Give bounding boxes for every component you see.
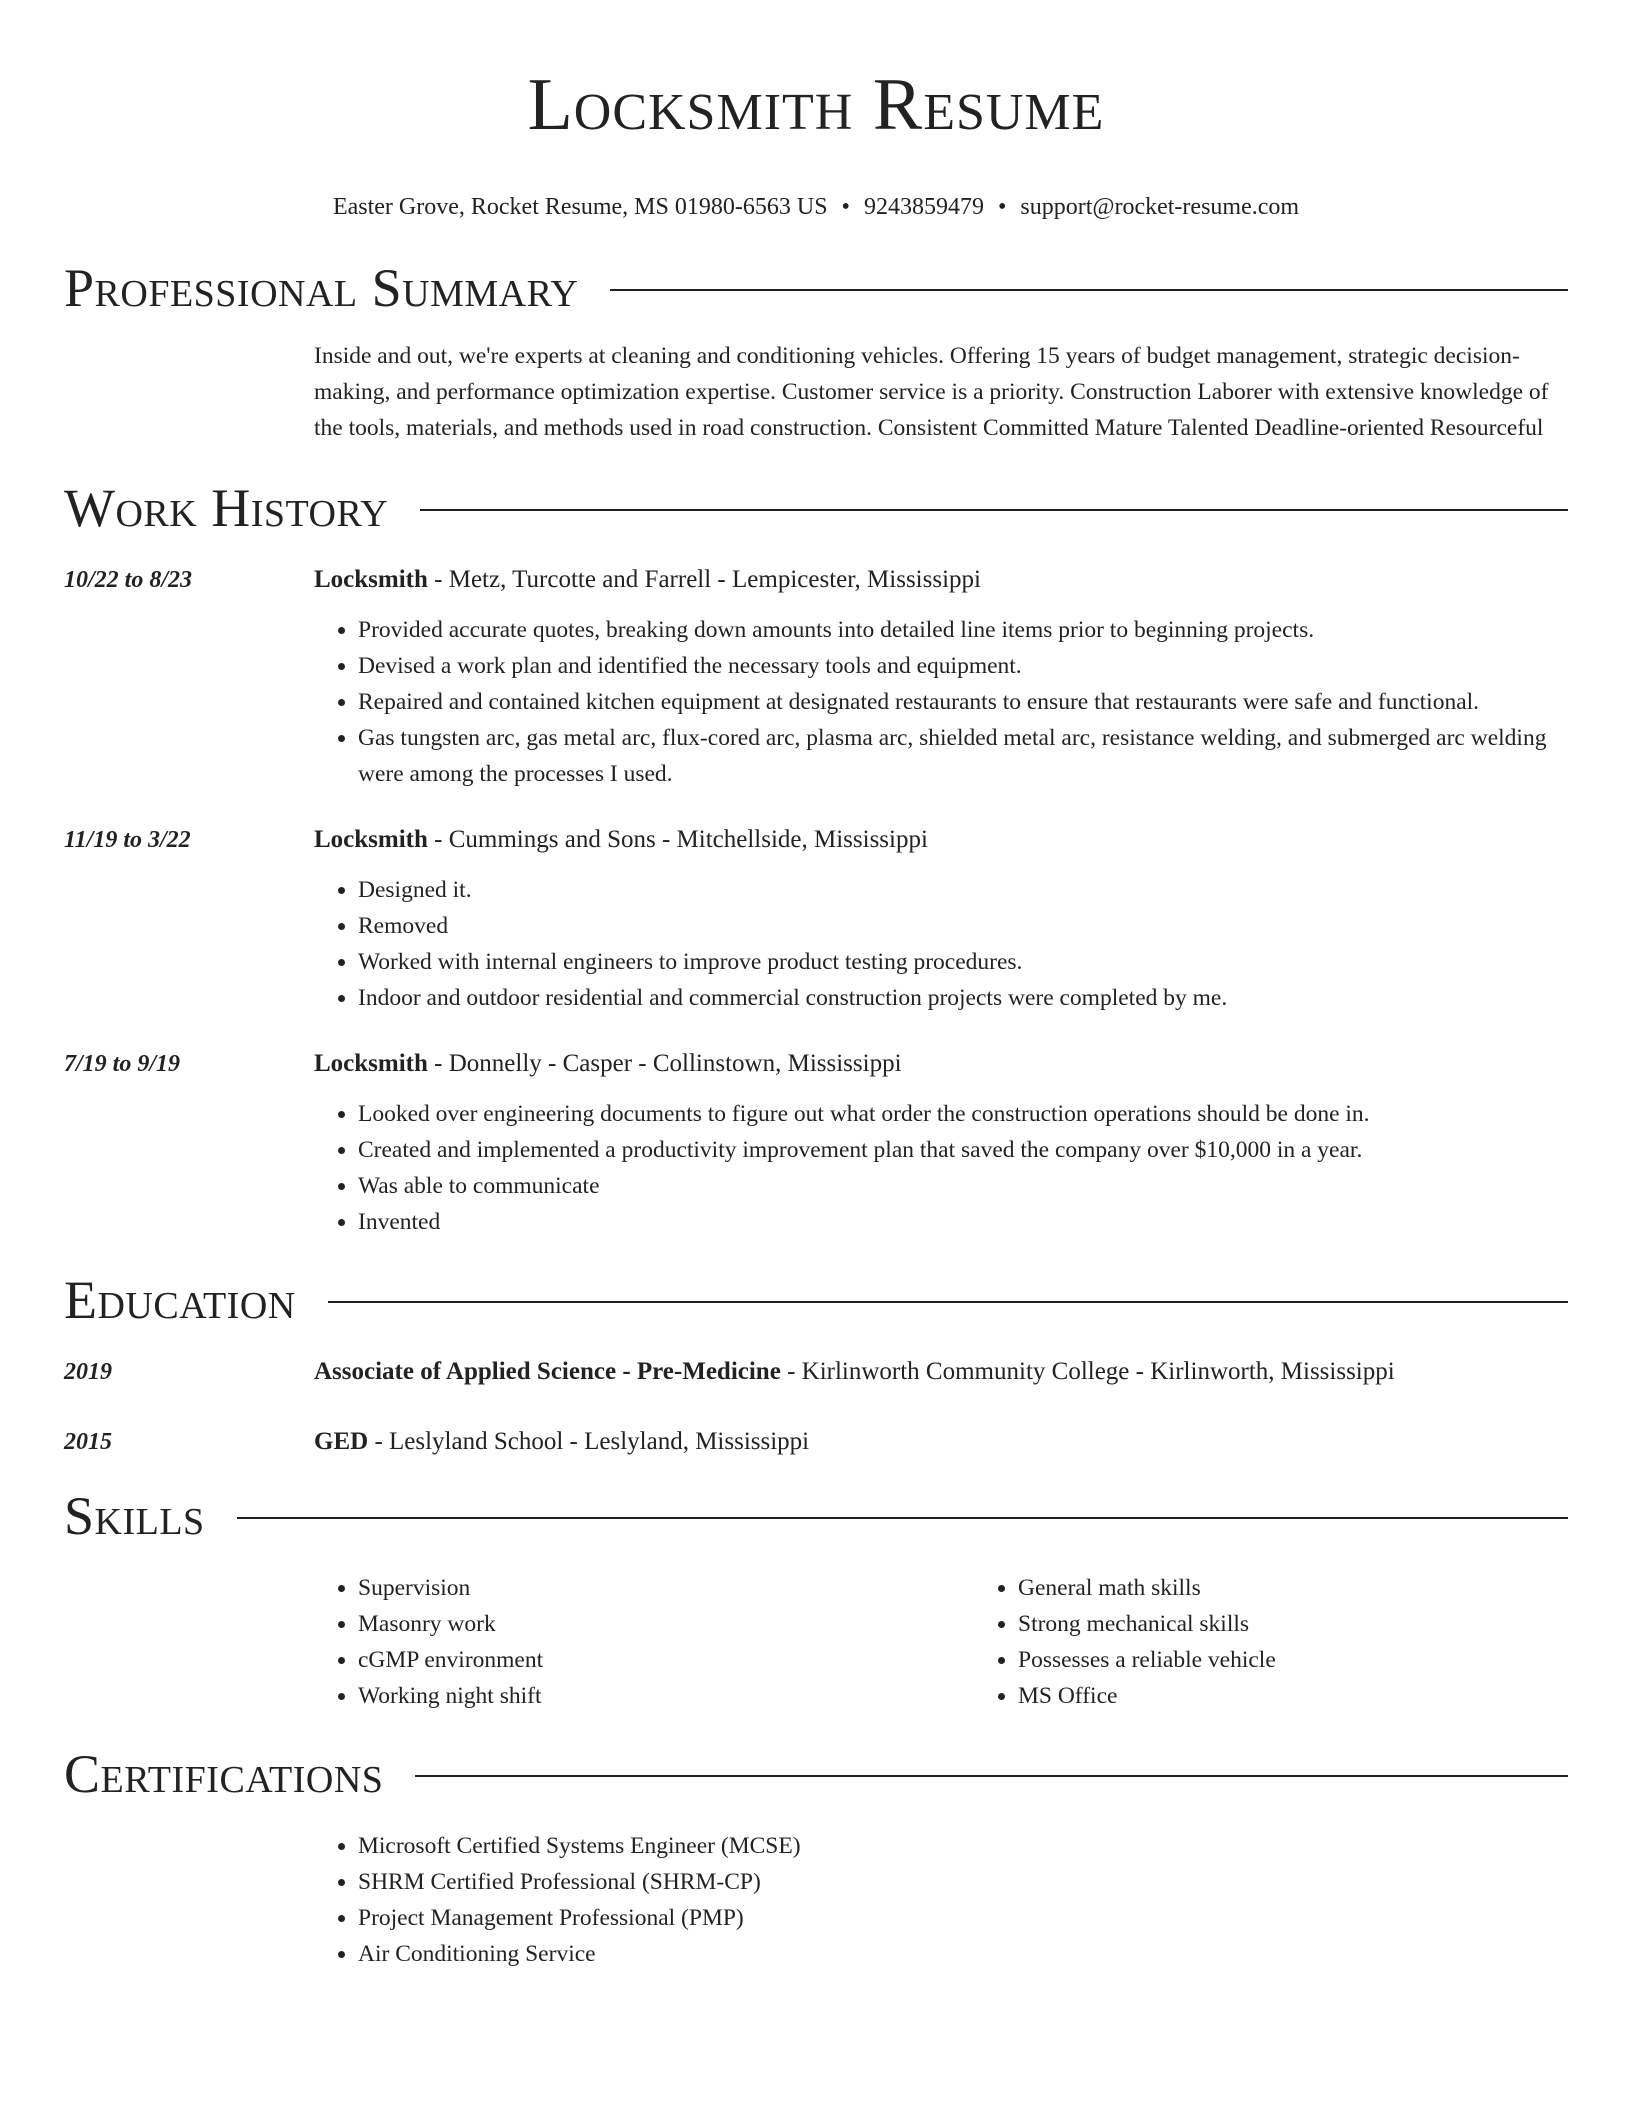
summary-section [64, 256, 1568, 446]
skill-item: • MS Office [1018, 1678, 1632, 1714]
job-bullet: • Indoor and outdoor residential and commercial construction projects were completed by me. [358, 980, 1568, 1016]
education-degree: GED [314, 1428, 369, 1455]
skill-item: • Possesses a reliable vehicle [1018, 1642, 1632, 1678]
education-school: - Kirlinworth Community College - Kirlinworth, Mississippi [780, 1358, 1395, 1385]
skill-item: • cGMP environment [358, 1642, 974, 1678]
education-header [64, 1268, 1568, 1332]
section-divider [420, 509, 1568, 511]
job-title: Locksmith [314, 1050, 428, 1077]
skill-item: • Masonry work [358, 1606, 974, 1642]
job-bullet: • Repaired and contained kitchen equipment at designated restaurants to ensure that restaurants were safe and functional. [358, 684, 1568, 720]
skills-list-right [974, 1570, 1632, 1714]
job-entry [64, 1048, 1568, 1240]
job-bullet: • Worked with internal engineers to improve product testing procedures. [358, 944, 1568, 980]
contact-phone: 9243859479 [863, 194, 984, 220]
education-entry [64, 1426, 1568, 1458]
resume-page [64, 0, 1568, 1972]
job-title: Locksmith [314, 826, 428, 853]
section-title: Education [64, 1270, 296, 1330]
education-entry [64, 1356, 1568, 1388]
job-bullet: • Provided accurate quotes, breaking down amounts into detailed line items prior to beginning projects. [358, 612, 1568, 648]
contact-separator: • [997, 194, 1007, 220]
section-title: Work History [64, 478, 389, 538]
contact-email: support@rocket-resume.com [1020, 194, 1300, 220]
section-title: Skills [64, 1486, 205, 1546]
job-dates: 11/19 to 3/22 [64, 827, 191, 853]
job-heading [314, 824, 1568, 856]
skills-grid [314, 1570, 1632, 1714]
education-year: 2015 [64, 1429, 112, 1455]
section-divider [415, 1775, 1568, 1777]
job-bullets [314, 612, 1568, 792]
section-divider [237, 1517, 1568, 1519]
summary-text: Inside and out, we're experts at cleaning and conditioning vehicles. Offering 15 years of budget management, strategic decision-making, and performance optimization expertise. Customer service is a priority. Construction Laborer with extensive knowledge of the tools, materials, and methods used in road construction. Consistent Committed Mature Talented Deadline-oriented Resourceful [314, 343, 1549, 441]
job-bullets [314, 1096, 1568, 1240]
skills-header [64, 1484, 1568, 1548]
education-section [64, 1268, 1568, 1458]
job-title: Locksmith [314, 566, 428, 593]
contact-line [64, 192, 1568, 222]
section-title: Professional Summary [64, 258, 579, 318]
work-history-section [64, 476, 1568, 1240]
contact-address: Easter Grove, Rocket Resume, MS 01980-6563 US [332, 194, 828, 220]
job-heading [314, 564, 1568, 596]
skill-item: • Strong mechanical skills [1018, 1606, 1632, 1642]
resume-name: Locksmith Resume [527, 64, 1105, 146]
job-bullets [314, 872, 1568, 1016]
job-bullet: • Created and implemented a productivity improvement plan that saved the company over $10,000 in a year. [358, 1132, 1568, 1168]
job-bullet: • Devised a work plan and identified the necessary tools and equipment. [358, 648, 1568, 684]
job-bullet: • Designed it. [358, 872, 1568, 908]
job-employer: - Metz, Turcotte and Farrell - Lempicester, Mississippi [427, 566, 981, 593]
skill-item: • Working night shift [358, 1678, 974, 1714]
job-heading [314, 1048, 1568, 1080]
skill-item: • Supervision [358, 1570, 974, 1606]
education-year: 2019 [64, 1359, 112, 1385]
job-bullet: • Invented [358, 1204, 1568, 1240]
job-bullet: • Gas tungsten arc, gas metal arc, flux-cored arc, plasma arc, shielded metal arc, resistance welding, and submerged arc welding were among the processes I used. [358, 720, 1568, 792]
certifications-list [314, 1828, 1568, 1972]
summary-header [64, 256, 1568, 320]
job-entry [64, 824, 1568, 1016]
education-degree: Associate of Applied Science - Pre-Medicine [314, 1358, 781, 1385]
section-divider [610, 289, 1568, 291]
certification-item: • Project Management Professional (PMP) [358, 1900, 1568, 1936]
certification-item: • Microsoft Certified Systems Engineer (MCSE) [358, 1828, 1568, 1864]
job-employer: - Donnelly - Casper - Collinstown, Mississippi [427, 1050, 902, 1077]
certification-item: • Air Conditioning Service [358, 1936, 1568, 1972]
job-employer: - Cummings and Sons - Mitchellside, Mississippi [427, 826, 928, 853]
skills-section [64, 1484, 1568, 1714]
job-entry [64, 564, 1568, 792]
job-dates: 7/19 to 9/19 [64, 1051, 181, 1077]
certification-item: • SHRM Certified Professional (SHRM-CP) [358, 1864, 1568, 1900]
skill-item: • General math skills [1018, 1570, 1632, 1606]
contact-separator: • [841, 194, 850, 220]
work-history-header [64, 476, 1568, 540]
job-bullet: • Was able to communicate [358, 1168, 1568, 1204]
certifications-header [64, 1742, 1568, 1806]
skills-list-left [314, 1570, 974, 1714]
job-bullet: • Removed [358, 908, 1568, 944]
section-title: Certifications [64, 1744, 384, 1804]
certifications-section [64, 1742, 1568, 1972]
education-school: - Leslyland School - Leslyland, Mississippi [368, 1428, 810, 1455]
section-divider [328, 1301, 1568, 1303]
job-bullet: • Looked over engineering documents to figure out what order the construction operations should be done in. [358, 1096, 1568, 1132]
job-dates: 10/22 to 8/23 [64, 567, 193, 593]
